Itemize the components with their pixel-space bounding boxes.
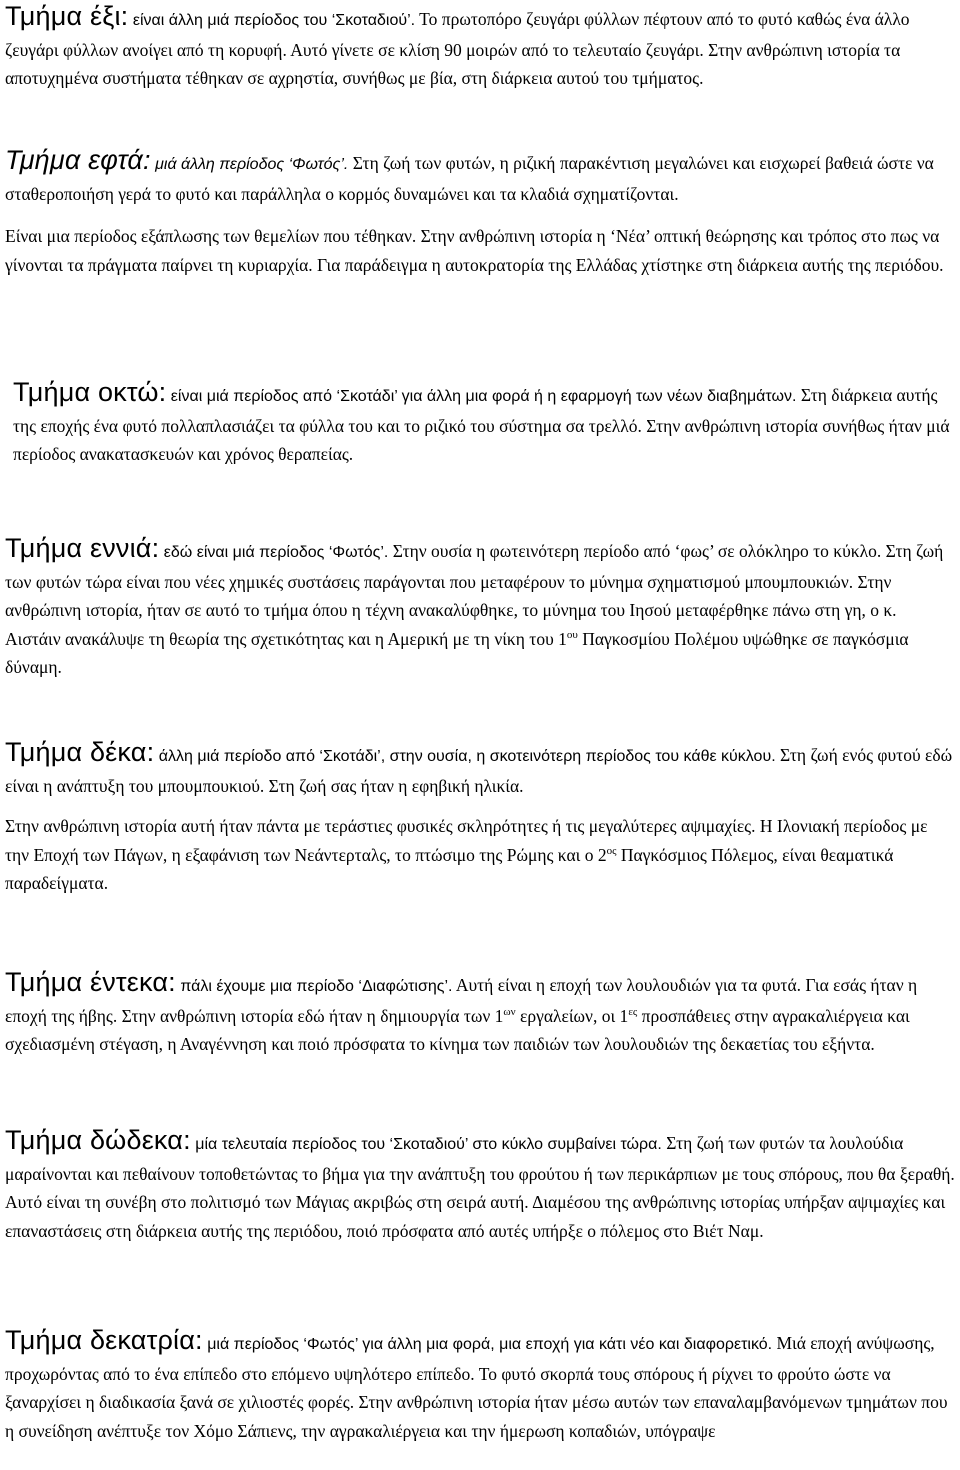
- section-twelve-paragraph: [5, 1126, 955, 1245]
- section-nine-paragraph: [5, 534, 955, 682]
- section-ten-body: Στη ζωή ενός φυτού εδώ είναι η ανάπτυξη του μπουμπουκιού. Στη ζωή σας ήταν η εφηβική ηλικία.: [5, 745, 953, 796]
- section-seven-intro: μιά άλλη περίοδος ‘Φωτός’.: [150, 156, 349, 173]
- section-eleven-heading: Τμήμα έντεκα:: [5, 967, 176, 997]
- section-twelve-body: Στη ζωή των φυτών τα λουλούδια μαραίνονται και πεθαίνουν τοποθετώντας το βήμα για την ανάπτυξη του φρούτου ή των περικάρπιων με τους σπόρους, που θα ξεραθή. Αυτό είναι τη συνέβη στο πολιτισμό των Μάγιας ακριβώς στη σειρά αυτή. Διαμέσου της ανθρώπινης ιστορίας υπήρξαν αψιμαχίες και επαναστάσεις στη διάρκεια αυτής της περιόδου, ποιό πρόσφατα από αυτές υπήρξε ο πόλεμος στο Βιέτ Ναμ.: [5, 1133, 955, 1241]
- section-eleven-intro: πάλι έχουμε μια περίοδο ‘Διαφώτισης’.: [175, 978, 453, 995]
- section-seven-paragraph-2: Είναι μια περίοδος εξάπλωσης των θεμελίων που τέθηκαν. Στην ανθρώπινη ιστορία η ‘Νέα’ οπτική θεώρησης και τρόπος στο πως να γίνονται τα πράγματα παίρνει τη κυριαρχία. Για παράδειγμα η αυτοκρατορία της Ελλάδας χτίστηκε στη διάρκεια αυτής της περιόδου.: [5, 226, 944, 275]
- section-seven: [5, 146, 955, 279]
- section-ten-heading: Τμήμα δέκα:: [5, 737, 155, 767]
- section-eight: [5, 378, 955, 469]
- section-eleven-body-b: εργαλείων, οι 1: [515, 1005, 629, 1026]
- section-six-body: Το πρωτοπόρο ζευγάρι φύλλων πέφτουν από το φυτό καθώς ένα άλλο ζευγάρι φύλλων ανοίγει από τη κορυφή. Αυτό γίνετε σε κλίση 90 μοιρών από το τελευταίο ζευγάρι. Στην ανθρώπινη ιστορία τα αποτυχημένα συστήματα τέθηκαν σε αχρηστία, συνήθως με βία, στη διάρκεια αυτού του τμήματος.: [5, 9, 910, 88]
- section-twelve: [5, 1126, 955, 1245]
- section-eleven: [5, 968, 955, 1059]
- section-seven-paragraph: [5, 146, 955, 208]
- section-six-paragraph: [5, 2, 955, 93]
- section-eleven-body-c: προσπάθειες στην αγρακαλιέργεια και σχεδιασμένη στέγαση, η Αναγέννηση και ποιό πρόσφατα το κίνημα των παιδιών των λουλουδιών της δεκαετίας του εξήντα.: [5, 1005, 910, 1054]
- section-eight-intro: είναι μιά περίοδος από ‘Σκοτάδι’ για άλλη μια φορά ή η εφαρμογή των νέων διαβημάτων.: [166, 388, 797, 405]
- section-nine-superscript: ου: [566, 628, 578, 641]
- section-nine-intro: εδώ είναι μιά περίοδος ‘Φωτός’.: [159, 544, 389, 561]
- section-seven-body: Στη ζωή των φυτών, η ριζική παρακέντιση μεγαλώνει και εισχωρεί βαθειά ώστε να σταθεροποιήση γερά το φυτό και παράλληλα ο κορμός δυναμώνει και τα κλαδιά σχηματίζονται.: [5, 153, 934, 204]
- section-ten-body2-a: Στην ανθρώπινη ιστορία αυτή ήταν πάντα με τεράστιες φυσικές σκληρότητες ή τις μεγαλύτερες αψιμαχίες. Η Ιλονιακή περίοδος με την Εποχή των Πάγων, η εξαφάνιση των Νεάντερταλς, το πτώσιμο της Ρώμης και ο 2: [5, 816, 928, 865]
- section-eight-heading: Τμήμα οκτώ:: [13, 377, 167, 407]
- section-eleven-paragraph: [5, 968, 955, 1059]
- section-ten-intro: άλλη μιά περίοδο από ‘Σκοτάδι’, στην ουσία, η σκοτεινότερη περίοδος του κάθε κύκλου.: [154, 748, 776, 765]
- section-ten-body2-b: Παγκόσμιος Πόλεμος, είναι θεαματικά παραδείγματα.: [5, 844, 894, 893]
- section-nine-body-b: Παγκοσμίου Πολέμου υψώθηκε σε παγκόσμια δύναμη.: [5, 628, 909, 677]
- section-eight-body: Στη διάρκεια αυτής της εποχής ένα φυτό πολλαπλασιάζει τα φύλλα του και το ριζικό του σύστημα σα τρελλό. Στην ανθρώπινη ιστορία συνήθως ήταν μιά περίοδος ανακατασκευών και χρόνος θεραπείας.: [13, 385, 950, 464]
- section-twelve-heading: Τμήμα δώδεκα:: [5, 1125, 191, 1155]
- section-thirteen-heading: Τμήμα δεκατρία:: [5, 1325, 203, 1355]
- section-ten-superscript: ος: [606, 844, 617, 857]
- section-thirteen: [5, 1326, 955, 1445]
- section-eleven-superscript-2: ες: [628, 1005, 638, 1018]
- section-eleven-body-a: Αυτή είναι η εποχή των λουλουδιών για τα φυτά. Για εσάς ήταν η εποχή της ήβης. Στην ανθρώπινη ιστορία εδώ ήταν η δημιουργία των 1: [5, 975, 918, 1026]
- section-ten: [5, 738, 955, 898]
- section-six-heading: Τμήμα έξι:: [5, 1, 129, 31]
- section-thirteen-body: Μιά εποχή ανύψωσης, προχωρόντας από το ένα επίπεδο στο επόμενο υψηλότερο επίπεδο. Το φυτό σκορπά τους σπόρους ή ρίχνει το φρούτο ώστε να ξαναρχίσει η διαδικασία ξανά σε χιλιοστές φορές. Στην ανθρώπινη ιστορία ήταν μέσω αυτών των επαναλαμβανόμενων τμημάτων που η συνείδηση ανέπτυξε τον Χόμο Σάπιενς, την αγρακαλιέργεια και την ήμερωση κοπαδιών, υπόγραψε: [5, 1333, 948, 1441]
- section-six: [5, 2, 955, 93]
- section-thirteen-intro: μιά περίοδος ‘Φωτός’ για άλλη μια φορά, μια εποχή για κάτι νέο και διαφορετικό.: [202, 1336, 773, 1353]
- section-nine: [5, 534, 955, 682]
- section-thirteen-paragraph: [5, 1326, 955, 1445]
- section-eight-paragraph: [5, 378, 955, 469]
- section-nine-body-a: Στην ουσία η φωτεινότερη περίοδο από ‘φως’ σε ολόκληρο το κύκλο. Στη ζωή των φυτών τώρα είναι που νέες χημικές συστάσεις παράγονται που μεταφέρουν το μύνημα σχηματισμού μπουμπουκιών. Στην ανθρώπινη ιστορία, ήταν σε αυτό το τμήμα όπου η τέχνη ανακαλύφθηκε, το μύνημα του Ιησού μεταφέρθηκε πάνω στη γη, ο κ. Αιστάιν ανακάλυψε τη θεωρία της σχετικότητας και η Αμερική με τη νίκη του 1: [5, 541, 944, 649]
- section-nine-heading: Τμήμα εννιά:: [5, 533, 160, 563]
- section-ten-paragraph-2: [5, 812, 955, 898]
- section-seven-heading: Τμήμα εφτά:: [5, 145, 151, 175]
- section-twelve-intro: μία τελευταία περίοδος του ‘Σκοταδιού’ στο κύκλο συμβαίνει τώρα.: [190, 1136, 662, 1153]
- section-eleven-superscript-1: ων: [503, 1005, 516, 1018]
- section-ten-paragraph: [5, 738, 955, 800]
- section-six-intro: είναι άλλη μιά περίοδος του ‘Σκοταδιού’.: [128, 12, 416, 29]
